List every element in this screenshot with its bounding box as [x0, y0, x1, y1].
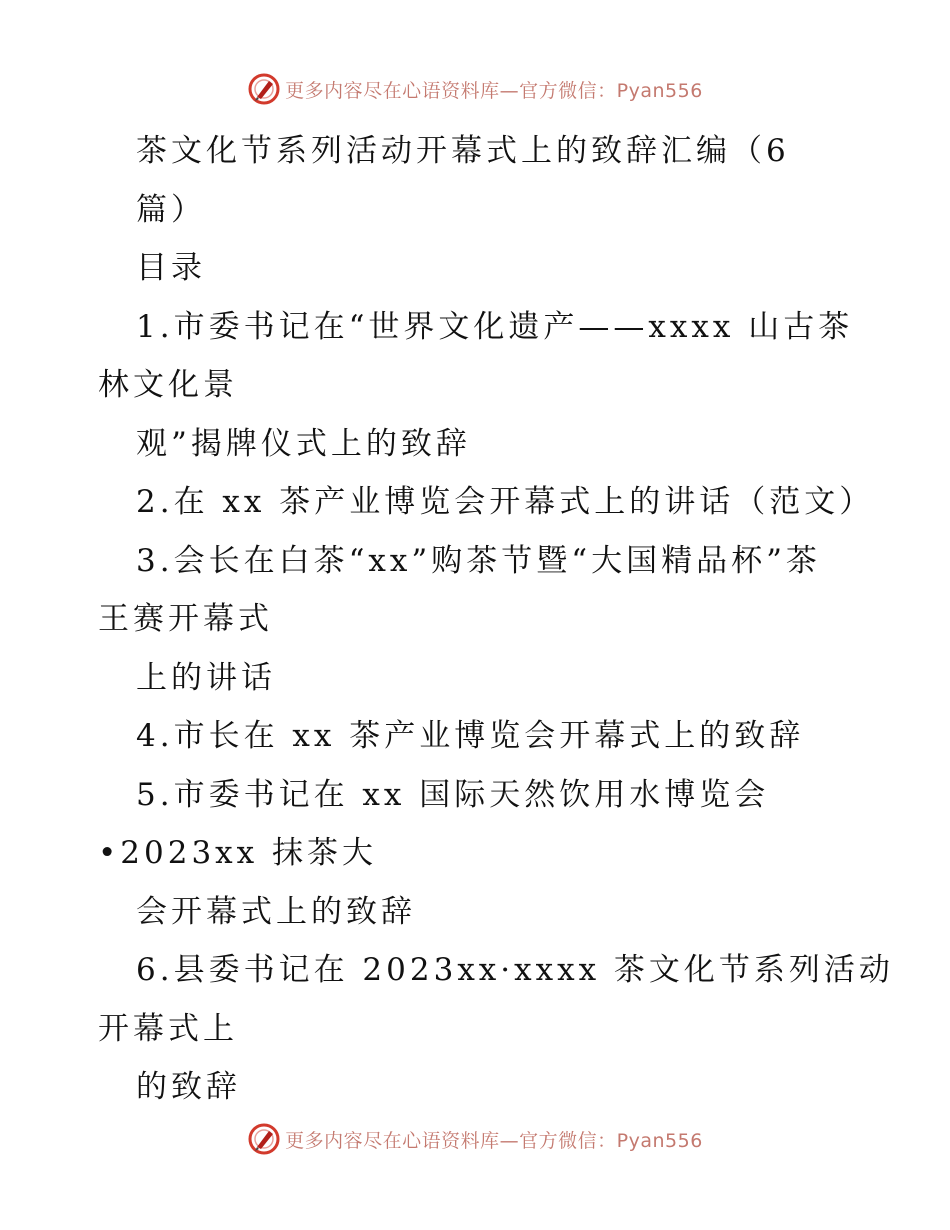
toc-item-2-line-1: 2.在 xx 茶产业博览会开幕式上的讲话（范文） [136, 484, 875, 520]
toc-heading: 目录 [136, 250, 206, 286]
toc-item-3-line-2: 王赛开幕式 [98, 601, 273, 637]
toc-item-1-line-3: 观”揭牌仪式上的致辞 [136, 425, 471, 462]
toc-item-3-line-1: 3.会长在白茶“xx”购茶节暨“大国精品杯”茶 [136, 542, 821, 579]
watermark-text: 更多内容尽在心语资料库—官方微信：Pyan556 [285, 79, 703, 102]
toc-item-1-line-1: 1.市委书记在“世界文化遗产——xxxx 山古茶 [136, 308, 854, 345]
watermark-text: 更多内容尽在心语资料库—官方微信：Pyan556 [285, 1129, 703, 1152]
pen-logo-icon [247, 1122, 281, 1156]
toc-item-5-line-1: 5.市委书记在 xx 国际天然饮用水博览会 [136, 776, 770, 813]
footer-watermark [0, 1122, 950, 1156]
toc-item-6-line-1: 6.县委书记在 2023xx·xxxx 茶文化节系列活动 [136, 952, 894, 988]
header-watermark [0, 72, 950, 106]
toc-item-5-line-3: 会开幕式上的致辞 [136, 893, 416, 930]
toc-item-5-line-2: •2023xx 抹茶大 [98, 835, 377, 871]
document-body [98, 122, 894, 1117]
toc-item-1-line-2: 林文化景 [98, 367, 238, 403]
toc-item-6-line-2: 开幕式上 [98, 1010, 238, 1047]
toc-item-4-line-1: 4.市长在 xx 茶产业博览会开幕式上的致辞 [136, 718, 805, 754]
document-title-line-1: 茶文化节系列活动开幕式上的致辞汇编（6 [136, 133, 790, 169]
document-title-line-2: 篇） [136, 191, 206, 228]
toc-item-6-line-3: 的致辞 [136, 1069, 241, 1105]
toc-item-3-line-3: 上的讲话 [136, 659, 276, 696]
pen-logo-icon [247, 72, 281, 106]
